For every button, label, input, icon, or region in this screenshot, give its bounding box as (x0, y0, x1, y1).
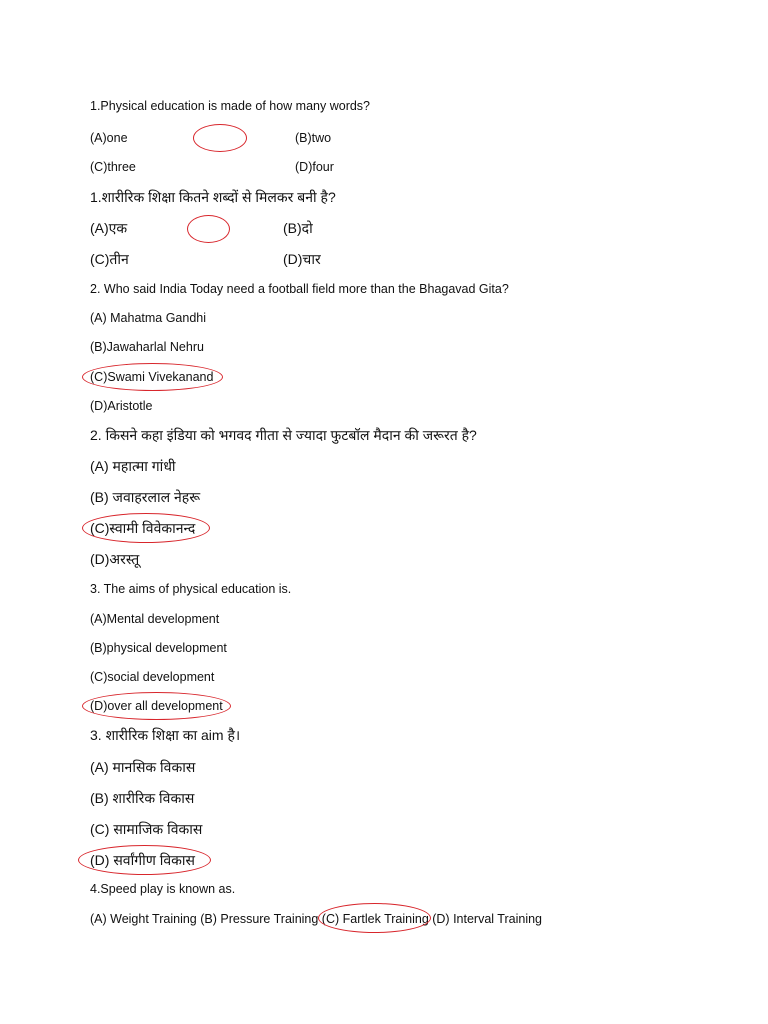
option-d: (D)अरस्तू (90, 551, 140, 567)
option-a: (A)एक (90, 220, 128, 236)
option-c: (C)three (90, 160, 136, 174)
question-2-en: 2. Who said India Today need a football field more than the Bhagavad Gita? (90, 282, 509, 296)
option-c: (C)Swami Vivekanand (90, 370, 214, 384)
answer-circle-mark (187, 215, 230, 243)
question-3-hi: 3. शारीरिक शिक्षा का aim है। (90, 727, 241, 743)
option-b: (B) शारीरिक विकास (90, 790, 195, 806)
option-d: (D) सर्वांगीण विकास (90, 852, 195, 868)
answer-circle-mark (193, 124, 247, 152)
option-b: (B) जवाहरलाल नेहरू (90, 489, 201, 505)
options-row-2-en (90, 159, 334, 175)
option-a: (A)one (90, 131, 128, 145)
option-c: (C)social development (90, 670, 215, 684)
option-b: (B)two (295, 131, 332, 145)
option-a: (A) Mahatma Gandhi (90, 311, 207, 325)
question-4-en: 4.Speed play is known as. (90, 882, 236, 896)
option-b: (B)Jawaharlal Nehru (90, 340, 204, 354)
question-1-en: 1.Physical education is made of how many words? (90, 99, 371, 113)
question-1-hi: 1.शारीरिक शिक्षा कितने शब्दों से मिलकर बनी है? (90, 189, 336, 205)
option-c: (C)स्वामी विवेकानन्द (90, 520, 196, 536)
question-2-hi: 2. किसने कहा इंडिया को भगवद गीता से ज्यादा फुटबॉल मैदान की जरूरत है? (90, 427, 477, 443)
option-a: (A) मानसिक विकास (90, 759, 196, 775)
option-c: (C)तीन (90, 251, 129, 267)
option-b: (B)दो (283, 220, 313, 236)
options-row-4: (A) Weight Training (B) Pressure Training (C) Fartlek Training (D) Interval Training (90, 912, 543, 926)
option-d: (D)over all development (90, 699, 223, 713)
question-3-en: 3. The aims of physical education is. (90, 582, 292, 596)
option-b: (B)physical development (90, 641, 227, 655)
option-a: (A)Mental development (90, 612, 220, 626)
options-row-1-hi (90, 220, 313, 236)
option-d: (D)Aristotle (90, 399, 153, 413)
option-d: (D)चार (283, 251, 321, 267)
option-d: (D)four (295, 160, 334, 174)
option-a: (A) महात्मा गांधी (90, 458, 176, 474)
options-row-1-en (90, 130, 332, 146)
options-row-2-hi (90, 251, 321, 267)
option-c: (C) सामाजिक विकास (90, 821, 203, 837)
